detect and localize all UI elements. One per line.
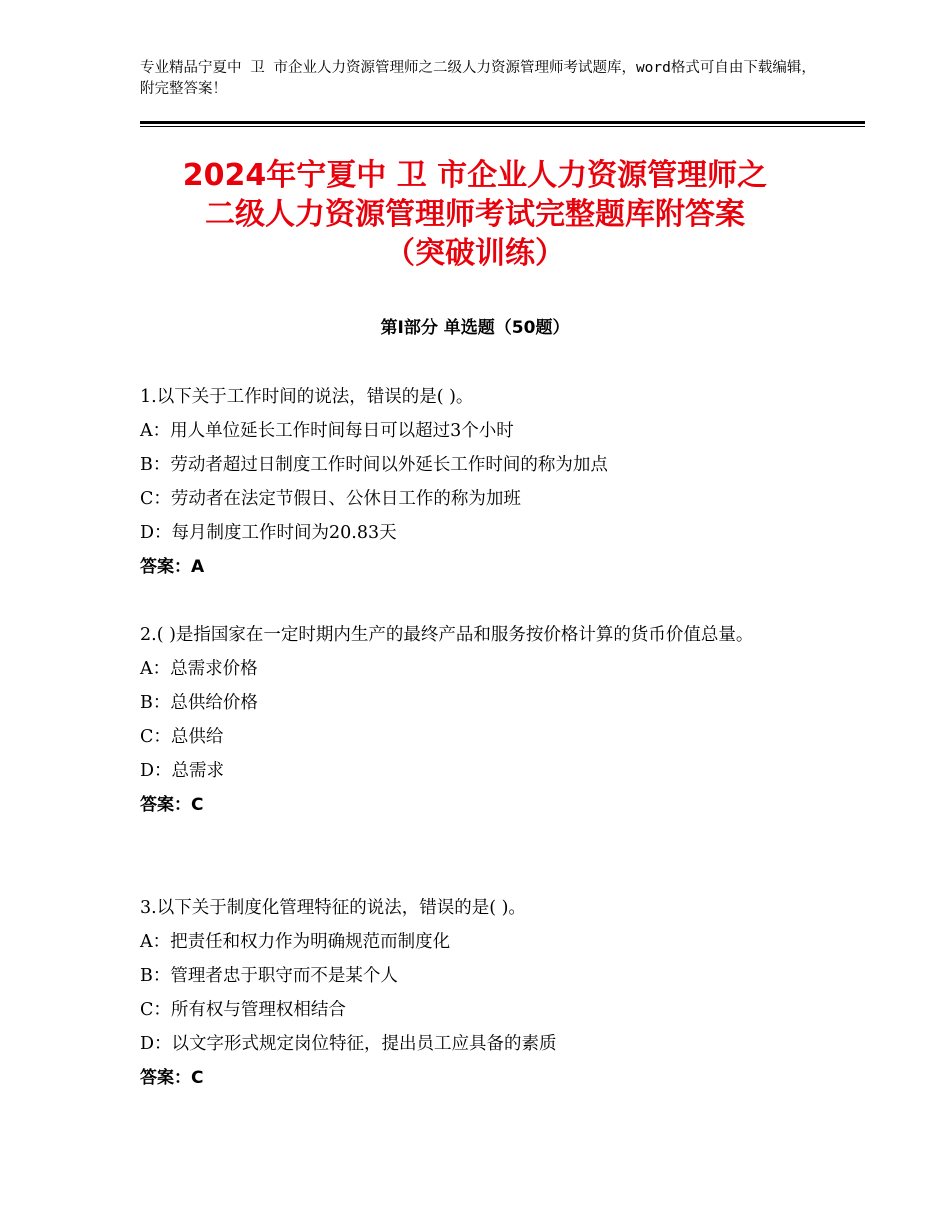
question-1 <box>140 380 820 584</box>
document-title <box>140 156 810 273</box>
option-a: A：把责任和权力作为明确规范而制度化 <box>140 932 451 952</box>
option-c: C：劳动者在法定节假日、公休日工作的称为加班 <box>140 489 521 509</box>
section-title: 第Ⅰ部分 单选题（50题） <box>380 318 570 338</box>
option-a: A：总需求价格 <box>140 659 258 679</box>
answer: 答案：C <box>140 1068 204 1088</box>
option-d: D：总需求 <box>140 761 225 781</box>
title-line-2: 二级人力资源管理师考试完整题库附答案 <box>205 197 745 232</box>
question-stem: 1.以下关于工作时间的说法，错误的是( )。 <box>140 387 474 407</box>
header-note: 专业精品宁夏中 卫 市企业人力资源管理师之二级人力资源管理师考试题库，word格式可自由下载编辑，附完整答案！ <box>140 60 816 97</box>
option-c: C：总供给 <box>140 727 224 747</box>
title-line-3: （突破训练） <box>385 236 565 271</box>
header-rule-thick <box>140 121 865 124</box>
option-d: D：以文字形式规定岗位特征，提出员工应具备的素质 <box>140 1034 557 1054</box>
title-line-1: 2024年宁夏中 卫 市企业人力资源管理师之 <box>182 158 768 193</box>
option-b: B：管理者忠于职守而不是某个人 <box>140 966 398 986</box>
option-a: A：用人单位延长工作时间每日可以超过3个小时 <box>140 421 514 441</box>
question-2 <box>140 618 820 822</box>
answer: 答案：A <box>140 557 205 577</box>
question-stem: 2.( )是指国家在一定时期内生产的最终产品和服务按价格计算的货币价值总量。 <box>140 625 754 645</box>
question-3 <box>140 891 820 1095</box>
answer: 答案：C <box>140 795 204 815</box>
option-b: B：总供给价格 <box>140 693 258 713</box>
option-d: D：每月制度工作时间为20.83天 <box>140 523 397 543</box>
question-stem: 3.以下关于制度化管理特征的说法，错误的是( )。 <box>140 898 526 918</box>
option-c: C：所有权与管理权相结合 <box>140 1000 346 1020</box>
option-b: B：劳动者超过日制度工作时间以外延长工作时间的称为加点 <box>140 455 608 475</box>
header-rule-thin <box>140 126 865 127</box>
